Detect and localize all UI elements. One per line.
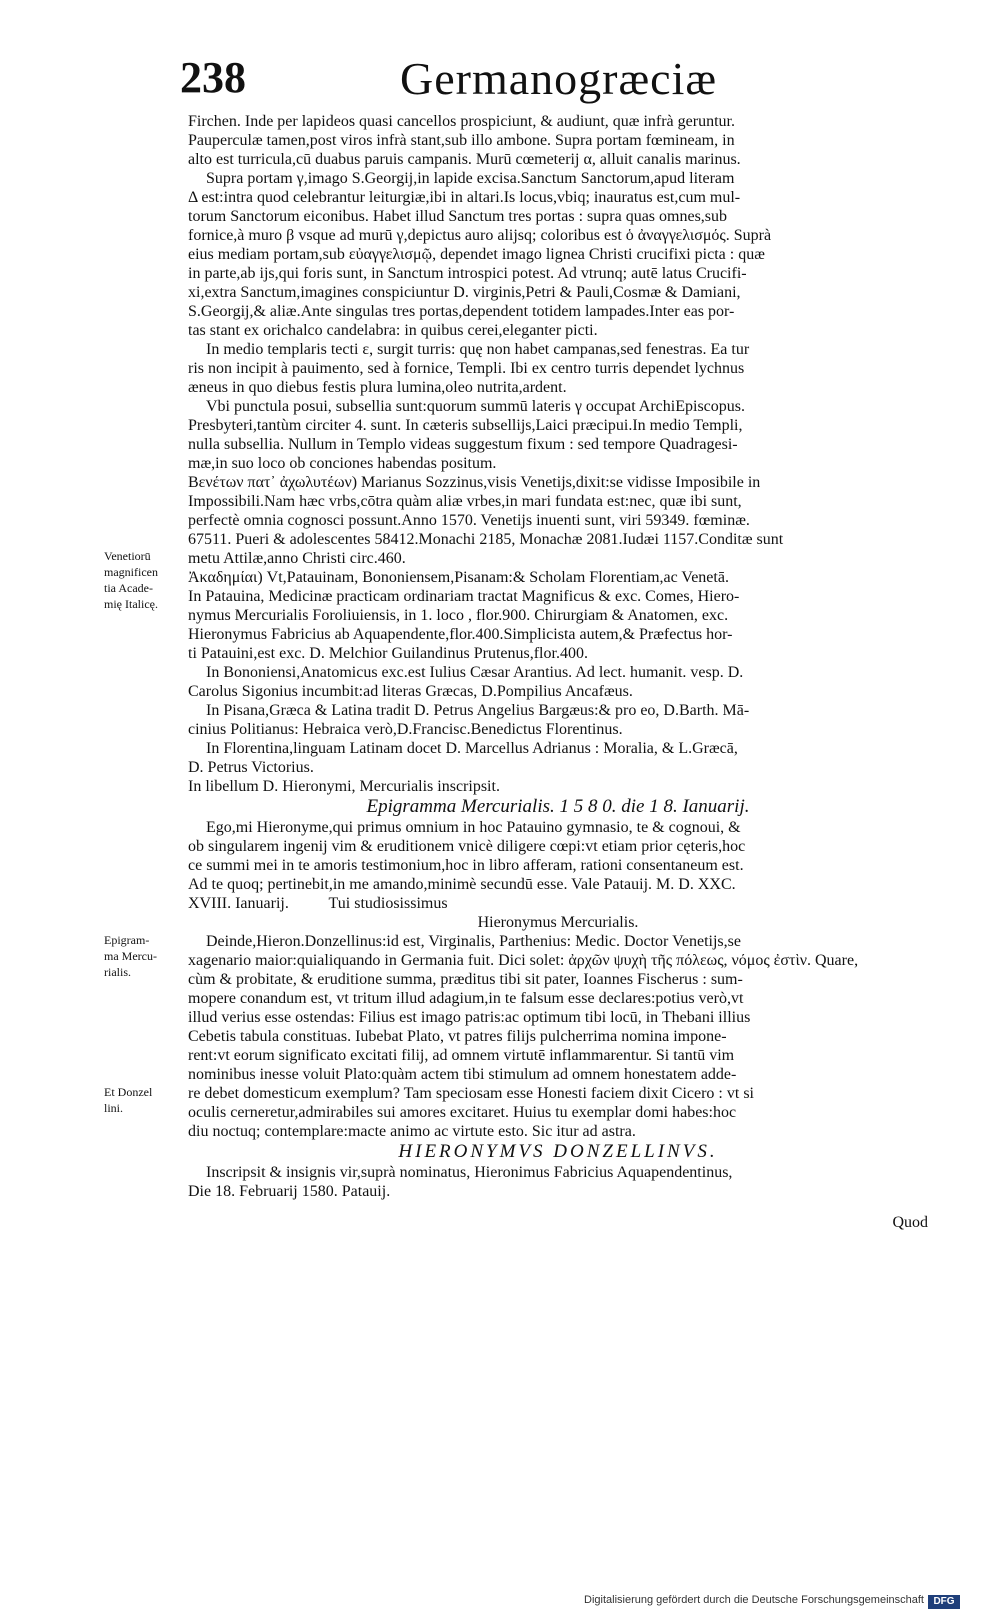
margin-note-line: mię Italicę. [104, 597, 158, 611]
donzel-line: re debet domesticum exemplum? Tam speciosam esse Honesti faciem dixit Cicero : vt si [188, 1085, 754, 1102]
text-line: In Patauina, Medicinæ practicam ordinariam tractat Magnificus & exc. Comes, Hiero- [188, 588, 740, 605]
text-line: In libellum D. Hieronymi, Mercurialis inscripsit. [188, 778, 500, 795]
text-line: fornice,à muro β vsque ad murū γ,depictus auro alijsq; coloribus est ὁ ἀναγγελισμός. Suprà [188, 227, 772, 244]
donzel-line: illud verius esse ostendas: Filius est imago patris:ac optimum tibi locū, in Thebani illius [188, 1009, 751, 1026]
page-number: 238 [180, 53, 246, 102]
donzel-line: Cebetis tabula constituas. Iubebat Plato, vt patres filijs pulcherrima nomina impone- [188, 1028, 727, 1045]
margin-note-line: Epigram- [104, 933, 150, 947]
text-line: ti Patauini,est exc. D. Melchior Guilandinus Prutenus,flor.400. [188, 645, 588, 662]
text-line: In Florentina,linguam Latinam docet D. Marcellus Adrianus : Moralia, & L.Græcā, [206, 740, 738, 757]
text-line: Vbi punctula posui, subsellia sunt:quorum summū lateris γ occupat ArchiEpiscopus. [206, 398, 745, 415]
margin-note-line: lini. [104, 1101, 124, 1115]
main-text [188, 112, 928, 1232]
epigram-line: ce summi mei in te amoris testimonium,hoc in libro afferam, rationi consentaneum est. [188, 857, 744, 874]
margin-note-line: ma Mercu- [104, 949, 157, 963]
donzel-line: Deinde,Hieron.Donzellinus:id est, Virginalis, Parthenius: Medic. Doctor Venetijs,se [206, 933, 741, 950]
text-line: S.Georgij,& aliæ.Ante singulas tres portas,dependent totidem lampades.Inter eas por- [188, 303, 735, 320]
epigram-line: Ad te quoq; pertinebit,in me amando,minimè secundū esse. Vale Patauij. M. D. XXC. [188, 876, 736, 893]
margin-note-line: magnificen [104, 565, 158, 579]
text-line: cinius Politianus: Hebraica verò,D.Francisc.Benedictus Florentinus. [188, 721, 623, 738]
digitization-credit: Digitalisierung gefördert durch die Deutsche Forschungsgemeinschaft [584, 1594, 924, 1606]
donzel-line: rent:vt eorum significato excitati filij, ad omnem virtutē inflammarentur. Si tantū vim [188, 1047, 735, 1064]
text-line: D. Petrus Victorius. [188, 759, 314, 776]
text-line: Hieronymus Fabricius ab Aquapendente,flor.400.Simplicista autem,& Præfectus hor- [188, 626, 733, 643]
text-line: Βενέτων πατ᾽ ἀχωλυτέων) Marianus Sozzinus,visis Venetijs,dixit:se vidisse Imposibile in [188, 474, 761, 491]
donzel-line: mopere conandum est, vt tritum illud adagium,in te falsum esse declares:potius verò,vt [188, 990, 744, 1007]
closing-line: Die 18. Februarij 1580. Patauij. [188, 1183, 391, 1200]
text-line: Pauperculæ tamen,post viros infrà stant,sub illo ambone. Supra portam fœmineam, in [188, 132, 735, 149]
epigram-line: XVIII. Ianuarij. Tui studiosissimus [188, 895, 448, 912]
text-line: ris non incipit à pauimento, sed à fornice, Templi. Ibi ex centro turris dependet lychnus [188, 360, 745, 377]
catchword: Quod [892, 1214, 928, 1231]
epigram-line: Ego,mi Hieronyme,qui primus omnium in hoc Patauino gymnasio, te & cognoui, & [206, 819, 741, 836]
text-line: In Bononiensi,Anatomicus exc.est Iulius Cæsar Arantius. Ad lect. humanit. vesp. D. [206, 664, 744, 681]
margin-note-epigram [104, 932, 184, 980]
text-line: nymus Mercurialis Foroliuiensis, in 1. loco , flor.900. Chirurgiam & Anatomen, exc. [188, 607, 729, 624]
text-line: 67511. Pueri & adolescentes 58412.Monachi 2185, Monachæ 2081.Iudæi 1157.Conditæ sunt [188, 531, 784, 548]
text-line: Firchen. Inde per lapideos quasi cancellos prospiciunt, & audiunt, quæ infrà geruntur. [188, 113, 735, 130]
text-line: perfectè omnia cognosci possunt.Anno 1570. Venetijs inuenti sunt, viri 59349. fœminæ. [188, 512, 750, 529]
text-line: eius mediam portam,sub εὐαγγελισμῷ, dependet imago lignea Christi crucifixi picta : quæ [188, 246, 765, 263]
text-line: metu Attilæ,anno Christi circ.460. [188, 550, 406, 567]
margin-note-line: rialis. [104, 965, 131, 979]
donzel-line: oculis cerneretur,admirabiles sui amores excitaret. Huius tu exemplar domi habes:hoc [188, 1104, 737, 1121]
text-line: Ἀκαδημίαι) Vt,Patauinam, Bononiensem,Pisanam:& Scholam Florentiam,ac Venetā. [188, 569, 729, 586]
text-line: nulla subsellia. Nullum in Templo videas suggestum fixum : sed tempore Quadragesi- [188, 436, 738, 453]
text-line: Supra portam γ,imago S.Georgij,in lapide excisa.Sanctum Sanctorum,apud literam [206, 170, 735, 187]
donzel-line: diu noctuq; contemplare:macte animo ac virtute esto. Sic itur ad astra. [188, 1123, 636, 1140]
epigram-title: Epigramma Mercurialis. 1 5 8 0. die 1 8. Ianuarij. [366, 796, 750, 817]
text-line: alto est turricula,cū duabus paruis campanis. Murū cœmeterij α, alluit canalis marinus. [188, 151, 741, 168]
closing-line: Inscripsit & insignis vir,suprà nominatus, Hieronimus Fabricius Aquapendentinus, [206, 1164, 733, 1181]
donzel-line: nominibus inesse voluit Plato:quàm actem tibi stimulum ad omnem honestatem adde- [188, 1066, 737, 1083]
text-line: æneus in quo diebus festis plura lumina,oleo nutrita,ardent. [188, 379, 567, 396]
epigram-line: ob singularem ingenij vim & eruditionem vnicè diligere cœpi:vt etiam prior cęteris,hoc [188, 838, 746, 855]
text-line: torum Sanctorum eiconibus. Habet illud Sanctum tres portas : supra quas omnes,sub [188, 208, 728, 225]
text-line: Carolus Sigonius incumbit:ad literas Græcas, D.Pompilius Ancafæus. [188, 683, 633, 700]
margin-note-venetiorum [104, 548, 184, 612]
text-line: tas stant ex orichalco candelabra: in quibus cerei,eleganter picti. [188, 322, 598, 339]
text-line: Δ est:intra quod celebrantur leiturgiæ,ibi in altari.Is locus,vbiq; inauratus est,cum mul- [188, 189, 741, 206]
margin-note-line: Et Donzel [104, 1085, 153, 1099]
epigram-signature: Hieronymus Mercurialis. [477, 914, 639, 931]
margin-note-donzel [104, 1084, 184, 1116]
page-header [180, 52, 920, 104]
text-line: mæ,in suo loco ob conciones habendas positum. [188, 455, 497, 472]
donzel-name: HIERONYMVS DONZELLINVS. [398, 1141, 718, 1162]
text-line: Impossibili.Nam hæc vrbs,cōtra quàm aliæ vrbes,in mari fundata est:nec, quæ ibi sunt, [188, 493, 742, 510]
running-title: Germanogræciæ [400, 53, 718, 104]
text-line: In Pisana,Græca & Latina tradit D. Petrus Angelius Bargæus:& pro eo, D.Barth. Mā- [206, 702, 750, 719]
dfg-logo: DFG [928, 1595, 960, 1609]
text-line: in parte,ab ijs,qui foris sunt, in Sanctum introspici potest. Ad vtrunq; autē latus Crucifi- [188, 265, 747, 282]
margin-note-line: Venetiorū [104, 549, 151, 563]
text-line: In medio templaris tecti ε, surgit turris: quę non habet campanas,sed fenestras. Ea tur [206, 341, 750, 358]
text-line: xi,extra Sanctum,imagines conspiciuntur D. virginis,Petri & Pauli,Cosmæ & Damiani, [188, 284, 741, 301]
donzel-line: cùm & probitate, & eruditione summa, præditus tibi sit pater, Ioannes Fischerus : sum- [188, 971, 743, 988]
margin-note-line: tia Acade- [104, 581, 153, 595]
text-line: Presbyteri,tantùm circiter 4. sunt. In cæteris subsellijs,Laici præcipui.In medio Templi, [188, 417, 743, 434]
donzel-line: xagenario maior:quialiquando in Germania fuit. Dici solet: ἀρχῶν ψυχὴ τῆς πόλεως, νόμος ἐστὶν. Quare, [188, 952, 859, 969]
